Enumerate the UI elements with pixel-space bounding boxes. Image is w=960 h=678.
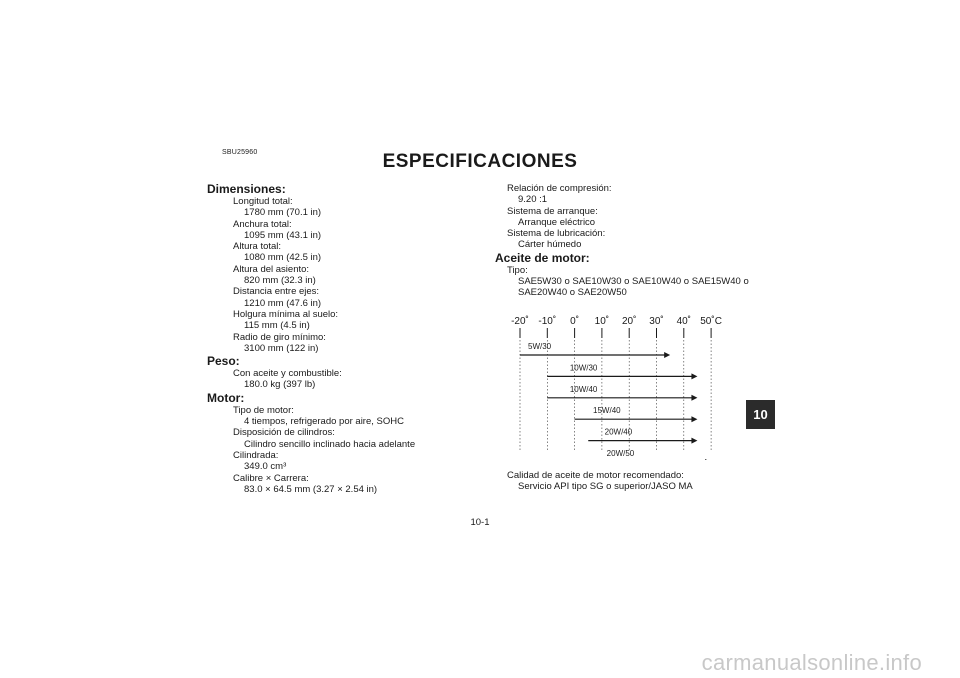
grade-label: 5W/30	[528, 342, 552, 351]
spec-column-right	[495, 183, 765, 299]
temperature-tick-label: -20˚	[511, 316, 529, 327]
oil-quality-note	[495, 470, 693, 493]
spec-label: Anchura total:	[233, 218, 292, 230]
temperature-tick-label: 30˚	[649, 316, 664, 327]
spec-value: Cárter húmedo	[518, 239, 582, 251]
spec-value: 4 tiempos, refrigerado por aire, SOHC	[244, 416, 404, 428]
spec-value: SAE5W30 o SAE10W30 o SAE10W40 o SAE15W40 o	[518, 276, 749, 288]
spec-value: 1080 mm (42.5 in)	[244, 252, 322, 264]
spec-value: 83.0 × 64.5 mm (3.27 × 2.54 in)	[244, 483, 378, 495]
spec-label: Calibre × Carrera:	[233, 472, 309, 484]
watermark: carmanualsonline.info	[701, 650, 922, 675]
temperature-tick-label: 50˚C	[700, 316, 722, 327]
spec-value: SAE20W40 o SAE20W50	[518, 287, 627, 299]
section-heading: Dimensiones:	[207, 182, 286, 196]
temperature-tick-label: 10˚	[594, 316, 610, 327]
chapter-tab[interactable]: 10	[746, 400, 775, 429]
spec-label: Sistema de lubricación:	[507, 228, 606, 240]
spec-label: Radio de giro mínimo:	[233, 331, 326, 343]
document-code: SBU25960	[222, 149, 258, 156]
grade-label: 10W/30	[569, 363, 598, 373]
spec-label: Con aceite y combustible:	[233, 368, 342, 380]
spec-label: Disposición de cilindros:	[233, 427, 335, 439]
grade-label: 20W/50	[606, 449, 635, 458]
spec-value: 9.20 :1	[518, 194, 548, 206]
spec-value: 115 mm (4.5 in)	[244, 320, 310, 332]
grade-arrowhead	[691, 373, 697, 379]
temperature-tick-label: 0˚	[570, 316, 580, 327]
grade-arrowhead	[691, 395, 697, 401]
spec-value: 1780 mm (70.1 in)	[244, 207, 322, 219]
grade-label: 20W/40	[604, 427, 633, 437]
grade-arrowhead	[705, 459, 711, 460]
oil-quality-value: Servicio API tipo SG o superior/JASO MA	[518, 481, 693, 493]
spec-label: Longitud total:	[233, 196, 293, 207]
spec-label: Sistema de arranque:	[507, 205, 598, 217]
section-heading: Motor:	[207, 390, 245, 405]
spec-label: Altura total:	[233, 241, 282, 253]
spec-label: Distancia entre ejes:	[233, 286, 320, 298]
grade-arrowhead	[691, 416, 697, 422]
oil-quality-label: Calidad de aceite de motor recomendado:	[507, 470, 684, 481]
spec-label: Cilindrada:	[233, 449, 279, 461]
spec-column-left	[207, 183, 467, 495]
spec-value: 1095 mm (43.1 in)	[244, 229, 322, 241]
temperature-tick-label: -10˚	[538, 316, 557, 327]
temperature-tick-label: 40˚	[676, 316, 692, 327]
spec-label: Tipo:	[507, 264, 528, 276]
page-title: ESPECIFICACIONES	[382, 151, 578, 172]
grade-label: 10W/40	[569, 384, 598, 394]
spec-value: 180.0 kg (397 lb)	[244, 379, 316, 391]
spec-value: 820 mm (32.3 in)	[244, 275, 316, 287]
spec-label: Holgura mínima al suelo:	[233, 308, 339, 320]
spec-label: Relación de compresión:	[507, 183, 612, 194]
grade-label: 15W/40	[593, 406, 621, 416]
spec-value: 3100 mm (122 in)	[244, 342, 319, 354]
spec-value: Arranque eléctrico	[518, 216, 596, 228]
oil-viscosity-chart	[505, 310, 745, 460]
section-heading: Aceite de motor:	[495, 250, 590, 265]
grade-arrowhead	[664, 352, 670, 358]
grade-arrowhead	[691, 438, 697, 444]
spec-value: 349.0 cm³	[244, 461, 287, 473]
spec-value: Cilindro sencillo inclinado hacia adelante	[244, 438, 416, 450]
spec-label: Altura del asiento:	[233, 263, 310, 275]
page-number: 10-1	[470, 517, 490, 528]
section-heading: Peso:	[207, 354, 240, 369]
spec-value: 1210 mm (47.6 in)	[244, 297, 322, 309]
temperature-tick-label: 20˚	[621, 316, 637, 327]
spec-label: Tipo de motor:	[233, 404, 294, 416]
